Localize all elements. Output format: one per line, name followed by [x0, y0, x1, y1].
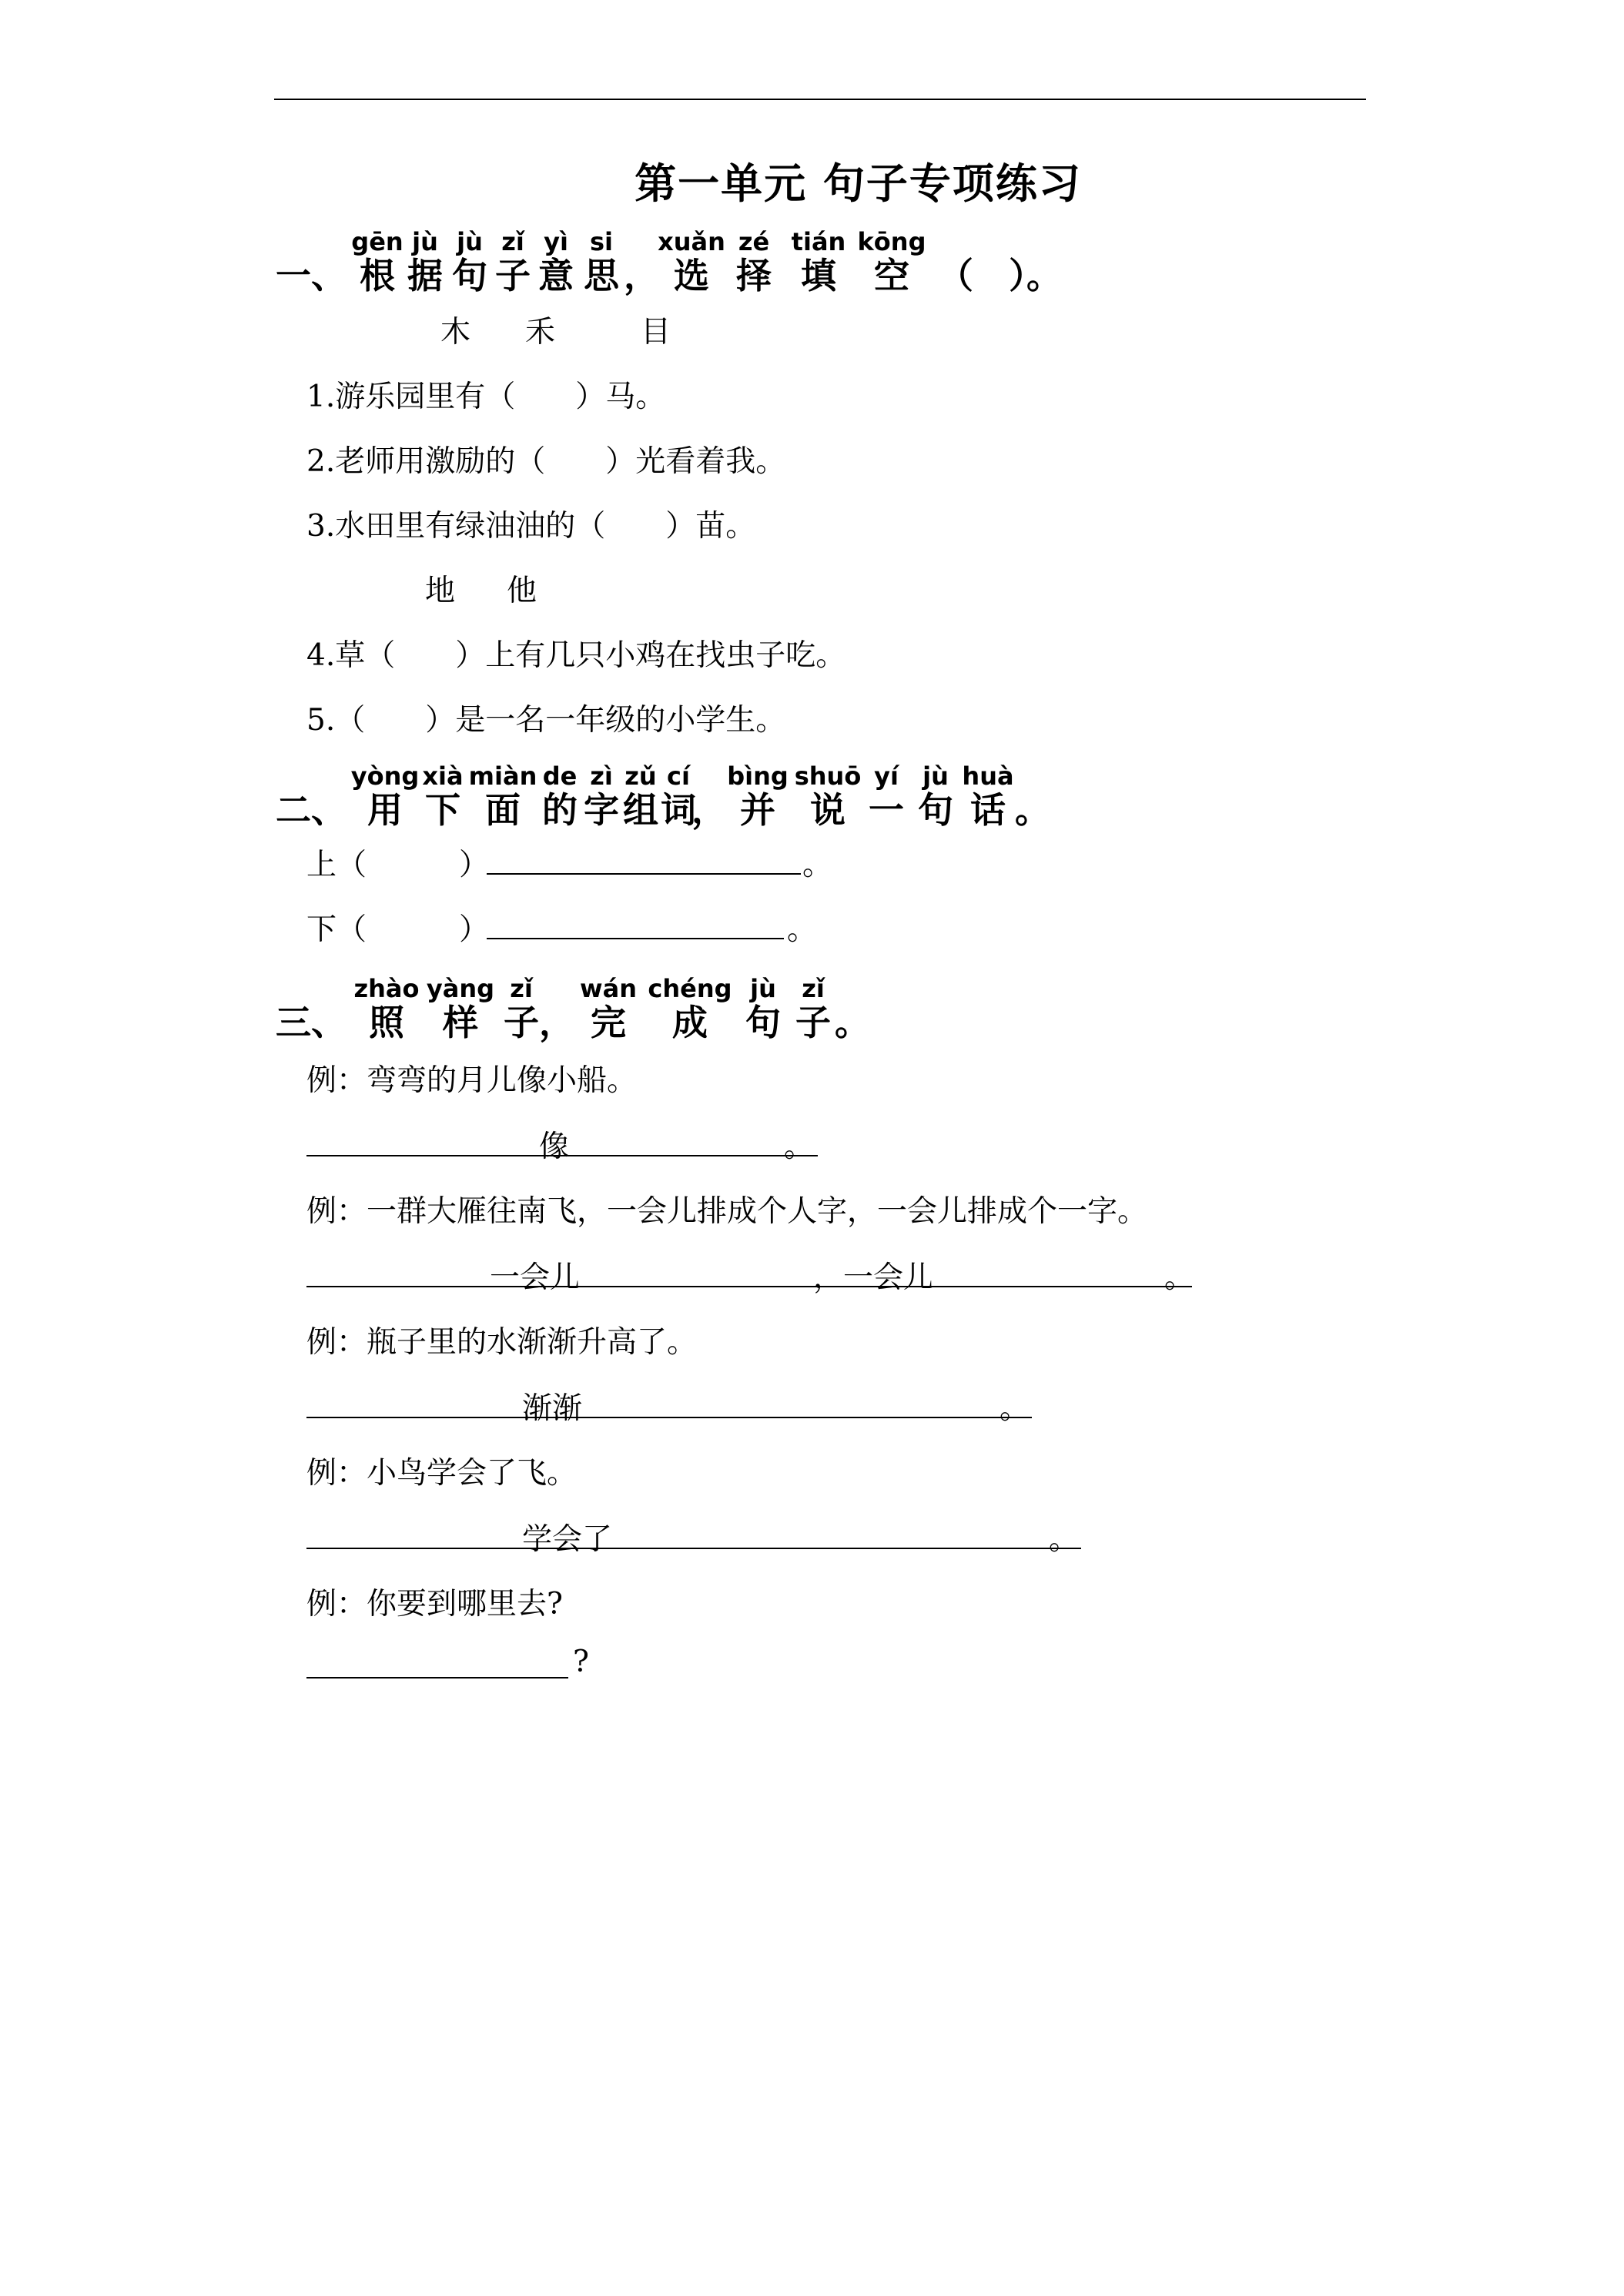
hanzi: 面: [485, 789, 521, 831]
section-1-heading: [276, 228, 1062, 296]
row-char: 下（: [306, 912, 367, 947]
hanzi: ，: [691, 789, 727, 831]
pinyin: yàng: [426, 974, 495, 1003]
hanzi: 意: [538, 255, 574, 296]
choice-group-1: [440, 308, 671, 351]
hanzi: 句: [452, 255, 487, 296]
pinyin: gēn: [351, 227, 403, 256]
pinyin: zǐ: [510, 974, 533, 1003]
hanzi: 择: [736, 255, 772, 296]
hanzi: 句: [918, 789, 953, 831]
question-2: 2.老师用激励的（ ）光看着我。: [306, 444, 786, 479]
template-word: 渐渐: [522, 1391, 583, 1426]
question-4: 4.草（ ）上有几只小鸡在找虫子吃。: [306, 638, 846, 673]
hanzi: 子: [795, 1002, 831, 1043]
example-2: 例：一群大雁往南飞，一会儿排成个人字，一会儿排成个一字。: [306, 1194, 1148, 1229]
row-char: 上（: [306, 848, 367, 882]
answer-line[interactable]: [306, 1677, 568, 1678]
pinyin: yì: [544, 227, 568, 256]
template-end: ?: [573, 1645, 589, 1679]
hanzi: 完: [591, 1002, 626, 1043]
template-end: 。: [784, 1130, 815, 1164]
template-word: ，一会儿: [813, 1260, 934, 1295]
row-end: 。: [802, 848, 833, 882]
template-end: 。: [1164, 1260, 1195, 1295]
template-end: 。: [1049, 1522, 1080, 1557]
hanzi: 根: [360, 255, 395, 296]
hanzi: 词: [661, 789, 696, 831]
pinyin: bìng: [727, 761, 789, 791]
hanzi: 句: [745, 1002, 781, 1043]
hanzi: 思: [584, 255, 619, 296]
pinyin: tián: [791, 227, 846, 256]
row-close: ）: [459, 848, 490, 882]
section-2-tail: 。: [1015, 789, 1050, 831]
section-3-tail: 。: [835, 1002, 870, 1043]
section-2-heading: [276, 762, 1050, 830]
pinyin: xuǎn: [658, 227, 725, 256]
section-3-number: 三、: [276, 1002, 347, 1043]
hanzi: 用: [367, 789, 403, 831]
hanzi: ，: [539, 1002, 574, 1043]
question-1: 1.游乐园里有（ ）马。: [306, 380, 666, 414]
hanzi: 说: [810, 789, 845, 831]
hanzi: 下: [425, 789, 460, 831]
hanzi: 话: [970, 789, 1006, 831]
question-3: 3.水田里有绿油油的（ ）苗。: [306, 509, 756, 544]
pinyin: zhào: [353, 974, 420, 1003]
hanzi: 组: [623, 789, 658, 831]
pinyin: jù: [922, 761, 949, 791]
choice-char: 目: [641, 315, 671, 350]
hanzi: 字: [584, 789, 619, 831]
hanzi: 样: [443, 1002, 478, 1043]
hanzi: 的: [542, 789, 578, 831]
hanzi: 并: [740, 789, 775, 831]
pinyin: jù: [412, 227, 438, 256]
example-1: 例：弯弯的月儿像小船。: [306, 1063, 638, 1098]
pinyin: shuō: [794, 761, 862, 791]
example-4: 例：小鸟学会了飞。: [306, 1456, 578, 1491]
pinyin: chéng: [648, 974, 732, 1003]
pinyin: miàn: [468, 761, 537, 791]
hanzi: 据: [407, 255, 443, 296]
hanzi: 子: [504, 1002, 539, 1043]
row-end: 。: [787, 912, 818, 947]
page-title: 第一单元 句子专项练习: [635, 159, 1082, 208]
pinyin: yí: [874, 761, 899, 791]
pinyin: zǐ: [802, 974, 825, 1003]
hanzi: 选: [674, 255, 709, 296]
pinyin: zǐ: [501, 227, 524, 256]
pinyin: jù: [750, 974, 776, 1003]
hanzi: ，: [624, 255, 659, 296]
template-word: 像: [539, 1130, 570, 1164]
pinyin: xià: [422, 761, 464, 791]
answer-line[interactable]: [306, 1286, 1192, 1287]
choice-char: 地: [425, 574, 456, 608]
section-2-number: 二、: [276, 789, 347, 831]
pinyin: cí: [667, 761, 690, 791]
word-row-shang: [306, 841, 489, 884]
section-3-heading: [276, 975, 870, 1043]
template-word: 一会儿: [490, 1260, 581, 1295]
pinyin: zé: [738, 227, 770, 256]
answer-line[interactable]: [487, 938, 784, 939]
example-3: 例：瓶子里的水渐渐升高了。: [306, 1325, 698, 1360]
answer-line[interactable]: [306, 1548, 1081, 1549]
hanzi: 成: [672, 1002, 708, 1043]
section-1-tail: （ ）。: [938, 255, 1062, 296]
pinyin: huà: [962, 761, 1014, 791]
header-rule: [274, 99, 1366, 100]
pinyin: zǔ: [624, 761, 657, 791]
template-word: 学会了: [522, 1522, 613, 1557]
question-5: 5.（ ）是一名一年级的小学生。: [306, 703, 786, 738]
pinyin: zì: [590, 761, 613, 791]
choice-group-2: [425, 567, 537, 610]
hanzi: 空: [874, 255, 909, 296]
pinyin: de: [542, 761, 578, 791]
pinyin: kōng: [857, 227, 926, 256]
hanzi: 子: [495, 255, 531, 296]
row-close: ）: [459, 912, 490, 947]
pinyin: si: [589, 227, 613, 256]
pinyin: wán: [580, 974, 637, 1003]
hanzi: 照: [369, 1002, 404, 1043]
template-end: 。: [1000, 1391, 1030, 1426]
hanzi: 一: [869, 789, 904, 831]
hanzi: 填: [801, 255, 836, 296]
word-row-xia: [306, 905, 489, 949]
answer-line[interactable]: [487, 873, 801, 875]
answer-line[interactable]: [306, 1417, 1032, 1418]
choice-char: 禾: [525, 315, 556, 350]
example-5: 例：你要到哪里去?: [306, 1587, 563, 1622]
pinyin: jù: [457, 227, 483, 256]
choice-char: 他: [507, 574, 537, 608]
pinyin: yòng: [350, 761, 420, 791]
choice-char: 木: [440, 315, 471, 350]
section-1-number: 一、: [276, 255, 347, 296]
